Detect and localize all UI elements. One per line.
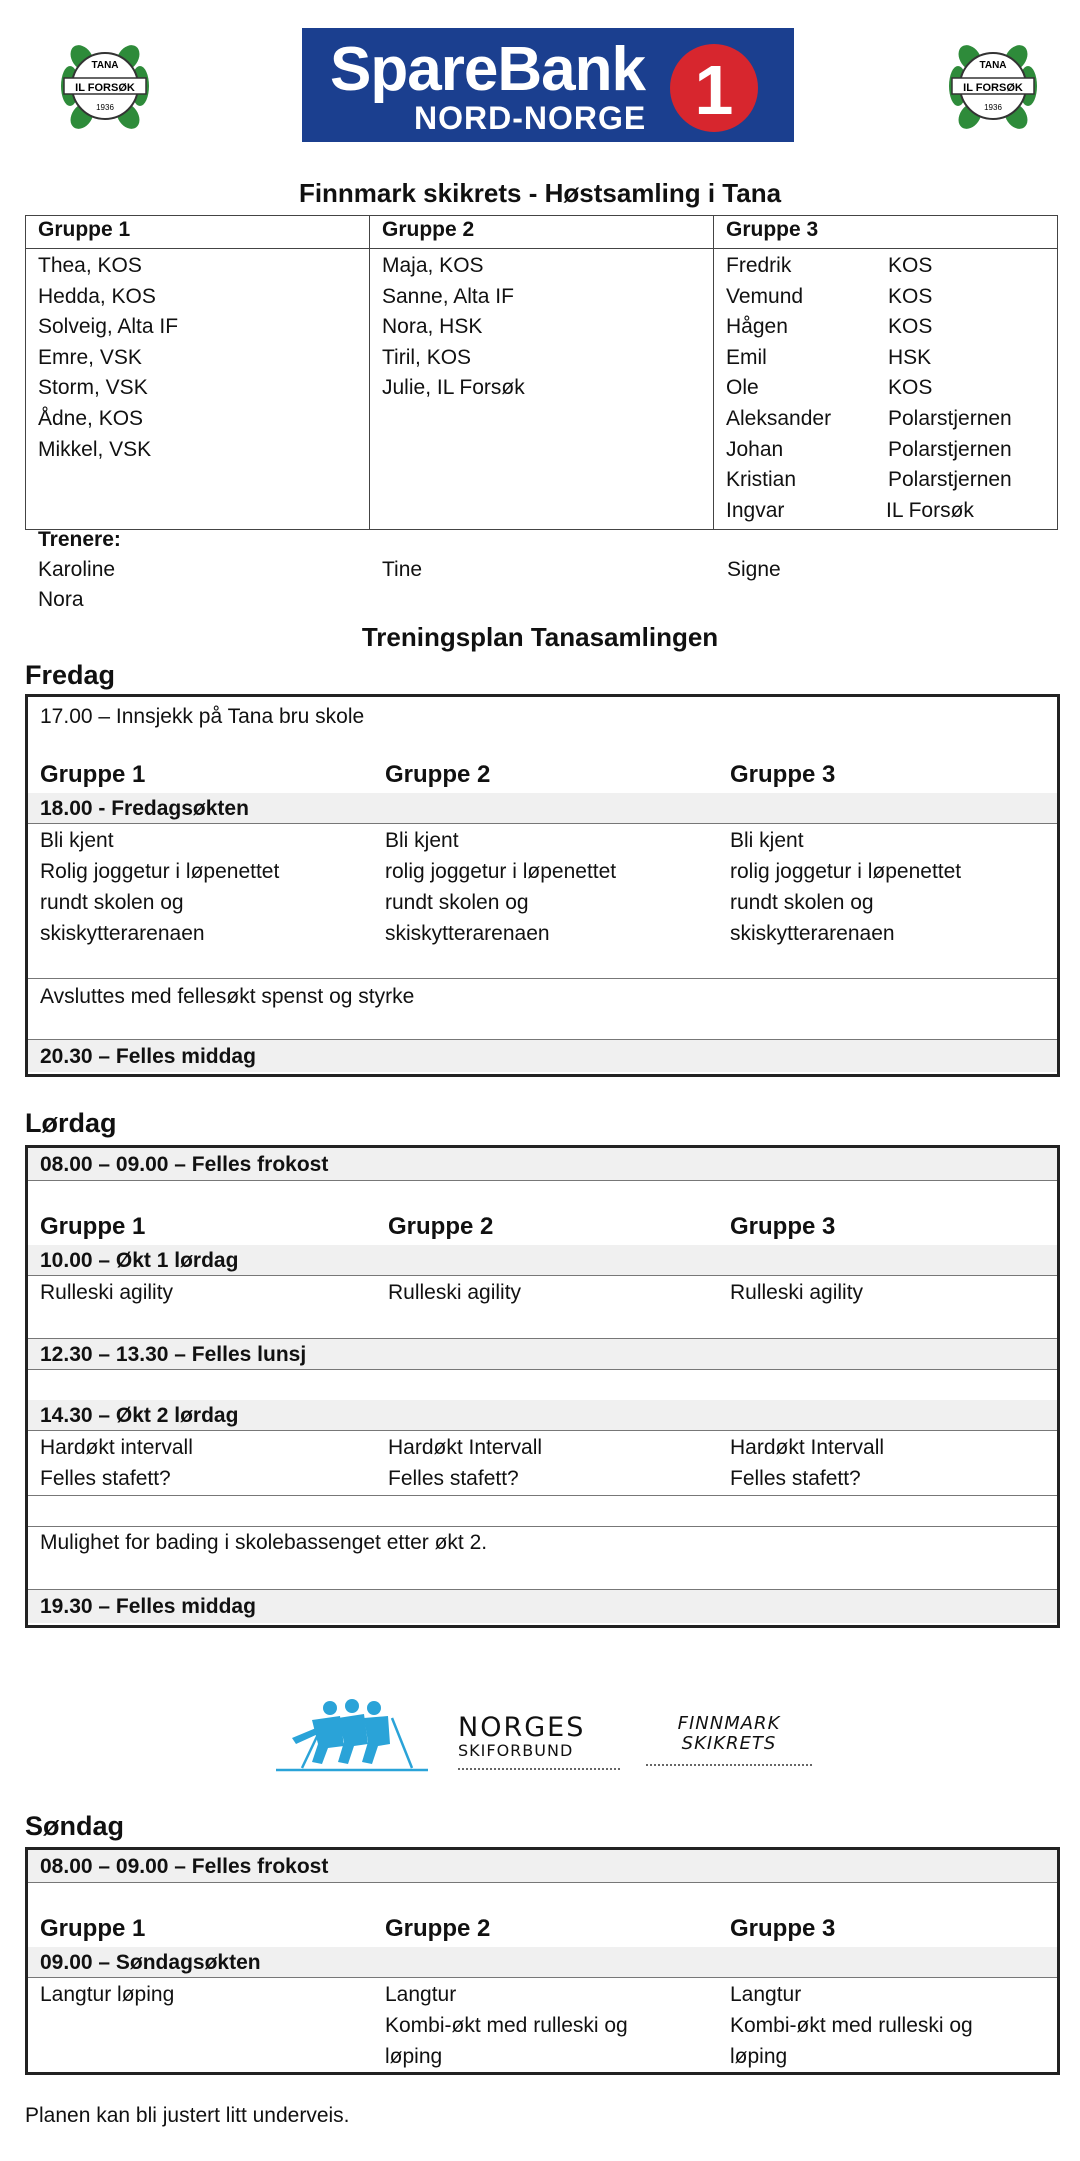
svg-text:IL FORSØK: IL FORSØK	[963, 82, 1023, 94]
roster-entry	[726, 435, 1045, 466]
group-heading: Gruppe 1	[40, 1915, 146, 1942]
svg-text:1936: 1936	[96, 103, 114, 112]
footer-note: Planen kan bli justert litt underveis.	[25, 2104, 350, 2127]
roster-header-1: Gruppe 1	[26, 216, 370, 249]
session-title: 10.00 – Økt 1 lørdag	[40, 1249, 239, 1272]
group2-activity: Langtur Kombi-økt med rulleski og løping	[385, 1983, 628, 2068]
session-title: 14.30 – Økt 2 lørdag	[40, 1404, 239, 1427]
sparebank-one-icon	[664, 38, 764, 138]
session-title: 09.00 – Søndagsøkten	[40, 1951, 261, 1974]
lunch-text: 12.30 – 13.30 – Felles lunsj	[40, 1343, 307, 1366]
athlete-club: IL Forsøk	[886, 498, 974, 522]
athlete-name: Vemund	[726, 284, 804, 308]
roster-entry: Mikkel, VSK	[38, 437, 152, 461]
spacer-row	[28, 1495, 1057, 1527]
athlete-club: HSK	[888, 345, 932, 369]
svg-text:IL FORSØK: IL FORSØK	[75, 82, 135, 94]
roster-entry: Storm, VSK	[38, 376, 148, 400]
athlete-club: KOS	[888, 376, 933, 400]
checkin-text: 17.00 – Innsjekk på Tana bru skole	[40, 705, 365, 728]
athlete-name: Ingvar	[726, 498, 785, 522]
trainer-name: Signe	[727, 558, 781, 581]
group2-activity: Rulleski agility	[388, 1281, 522, 1304]
trainer-name: Nora	[38, 588, 84, 611]
svg-text:1: 1	[694, 51, 734, 129]
roster-entry	[726, 496, 1045, 527]
page-title: Finnmark skikrets - Høstsamling i Tana	[298, 178, 782, 208]
roster-entry	[726, 312, 1045, 343]
roster-entry: Ådne, KOS	[38, 406, 144, 430]
athlete-name: Kristian	[726, 468, 797, 492]
day-heading-saturday: Lørdag	[25, 1108, 117, 1138]
athlete-name: Emil	[726, 345, 767, 369]
group3-activity: Hardøkt Intervall Felles stafett?	[730, 1436, 885, 1490]
athlete-name: Ole	[726, 376, 759, 400]
roster-entry: Thea, KOS	[38, 254, 142, 277]
roster-entry	[726, 251, 1045, 282]
group3-activity: Rulleski agility	[730, 1281, 864, 1304]
group3-activity: Langtur Kombi-økt med rulleski og løping	[730, 1983, 973, 2068]
group-heading: Gruppe 2	[385, 761, 491, 788]
athlete-name: Johan	[726, 437, 784, 461]
norges-skiforbund-logo	[458, 1714, 620, 1774]
athlete-club: KOS	[888, 315, 933, 339]
roster-entry: Emre, VSK	[38, 345, 142, 369]
trainers-label: Trenere:	[38, 528, 121, 551]
roster-header-2: Gruppe 2	[370, 216, 714, 249]
roster-entry: Julie, IL Forsøk	[382, 376, 525, 400]
breakfast-row	[28, 1850, 1057, 1883]
dinner-text: 19.30 – Felles middag	[40, 1595, 256, 1618]
sponsor-region: NORD-NORGE	[414, 100, 647, 136]
group1-activity: Langtur løping	[40, 1983, 175, 2006]
roster-group-3	[714, 249, 1058, 530]
group1-activity: Bli kjent Rolig joggetur i løpenettet rundt skolen og skiskytterarenaen	[40, 829, 280, 945]
athlete-club: Polarstjernen	[888, 406, 1012, 430]
nsf-subname: SKIFORBUND	[458, 1741, 574, 1760]
closing-text: Avsluttes med fellesøkt spenst og styrke	[40, 985, 415, 1008]
sponsor-name: SpareBank	[330, 35, 645, 104]
group-heading: Gruppe 3	[730, 1213, 836, 1240]
roster-table	[25, 215, 1058, 530]
closing-row	[28, 978, 1057, 1039]
trainer-name: Karoline	[38, 558, 116, 581]
fs-name: FINNMARK	[677, 1713, 781, 1734]
swim-row	[28, 1527, 1057, 1587]
friday-schedule	[25, 694, 1060, 1077]
day-heading-sunday: Søndag	[25, 1811, 124, 1841]
session-row	[28, 1245, 1057, 1276]
day-heading-friday: Fredag	[25, 660, 116, 690]
skiers-logo	[272, 1698, 432, 1774]
roster-entry	[726, 465, 1045, 496]
svg-text:1936: 1936	[984, 103, 1002, 112]
lunch-row	[28, 1338, 1057, 1370]
roster-entry	[726, 343, 1045, 374]
session-title: 18.00 - Fredagsøkten	[40, 797, 249, 820]
session-row	[28, 1400, 1057, 1431]
roster-entry	[726, 373, 1045, 404]
roster-entry: Sanne, Alta IF	[382, 284, 514, 308]
group3-activity: Bli kjent rolig joggetur i løpenettet rundt skolen og skiskytterarenaen	[730, 829, 962, 945]
breakfast-row	[28, 1148, 1057, 1181]
club-logo-left	[50, 36, 160, 136]
athlete-club: KOS	[888, 254, 933, 277]
club-logo-right	[938, 36, 1048, 136]
roster-entry	[726, 282, 1045, 313]
roster-group-1	[26, 249, 370, 530]
athlete-club: KOS	[888, 284, 933, 308]
roster-group-2	[370, 249, 714, 530]
sparebank-logo	[302, 28, 794, 142]
roster-entry: Solveig, Alta IF	[38, 315, 179, 339]
athlete-name: Hågen	[726, 315, 788, 339]
group-heading: Gruppe 1	[40, 1213, 146, 1240]
group-heading: Gruppe 3	[730, 761, 836, 788]
finnmark-skikrets-logo	[646, 1714, 812, 1774]
athlete-club: Polarstjernen	[888, 437, 1012, 461]
dinner-text: 20.30 – Felles middag	[40, 1045, 256, 1068]
svg-text:TANA: TANA	[979, 60, 1007, 71]
fs-subname: SKIKRETS	[681, 1733, 777, 1754]
sunday-schedule	[25, 1847, 1060, 2075]
session-row	[28, 793, 1057, 824]
athlete-name: Fredrik	[726, 254, 792, 277]
athlete-club: Polarstjernen	[888, 468, 1012, 492]
roster-header-3: Gruppe 3	[714, 216, 1058, 249]
group1-activity: Hardøkt intervall Felles stafett?	[40, 1436, 193, 1490]
breakfast-text: 08.00 – 09.00 – Felles frokost	[40, 1153, 329, 1176]
breakfast-text: 08.00 – 09.00 – Felles frokost	[40, 1855, 329, 1878]
roster-entry: Tiril, KOS	[382, 345, 472, 369]
group2-activity: Hardøkt Intervall Felles stafett?	[388, 1436, 543, 1490]
dinner-row	[28, 1039, 1057, 1072]
dinner-row	[28, 1589, 1057, 1623]
trainer-name: Tine	[382, 558, 423, 581]
svg-text:TANA: TANA	[91, 60, 119, 71]
group2-activity: Bli kjent rolig joggetur i løpenettet rundt skolen og skiskytterarenaen	[385, 829, 617, 945]
roster-entry: Hedda, KOS	[38, 284, 156, 308]
group-heading: Gruppe 2	[385, 1915, 491, 1942]
roster-entry	[726, 404, 1045, 435]
plan-title: Treningsplan Tanasamlingen	[361, 622, 719, 652]
athlete-name: Aleksander	[726, 406, 832, 430]
session-row	[28, 1947, 1057, 1978]
roster-entry: Nora, HSK	[382, 315, 483, 339]
nsf-name: NORGES	[458, 1712, 586, 1743]
group-heading: Gruppe 2	[388, 1213, 494, 1240]
roster-entry: Maja, KOS	[382, 254, 484, 277]
group-heading: Gruppe 1	[40, 761, 146, 788]
saturday-schedule	[25, 1145, 1060, 1628]
group-heading: Gruppe 3	[730, 1915, 836, 1942]
group1-activity: Rulleski agility	[40, 1281, 174, 1304]
swim-text: Mulighet for bading i skolebassenget etter økt 2.	[40, 1531, 488, 1554]
